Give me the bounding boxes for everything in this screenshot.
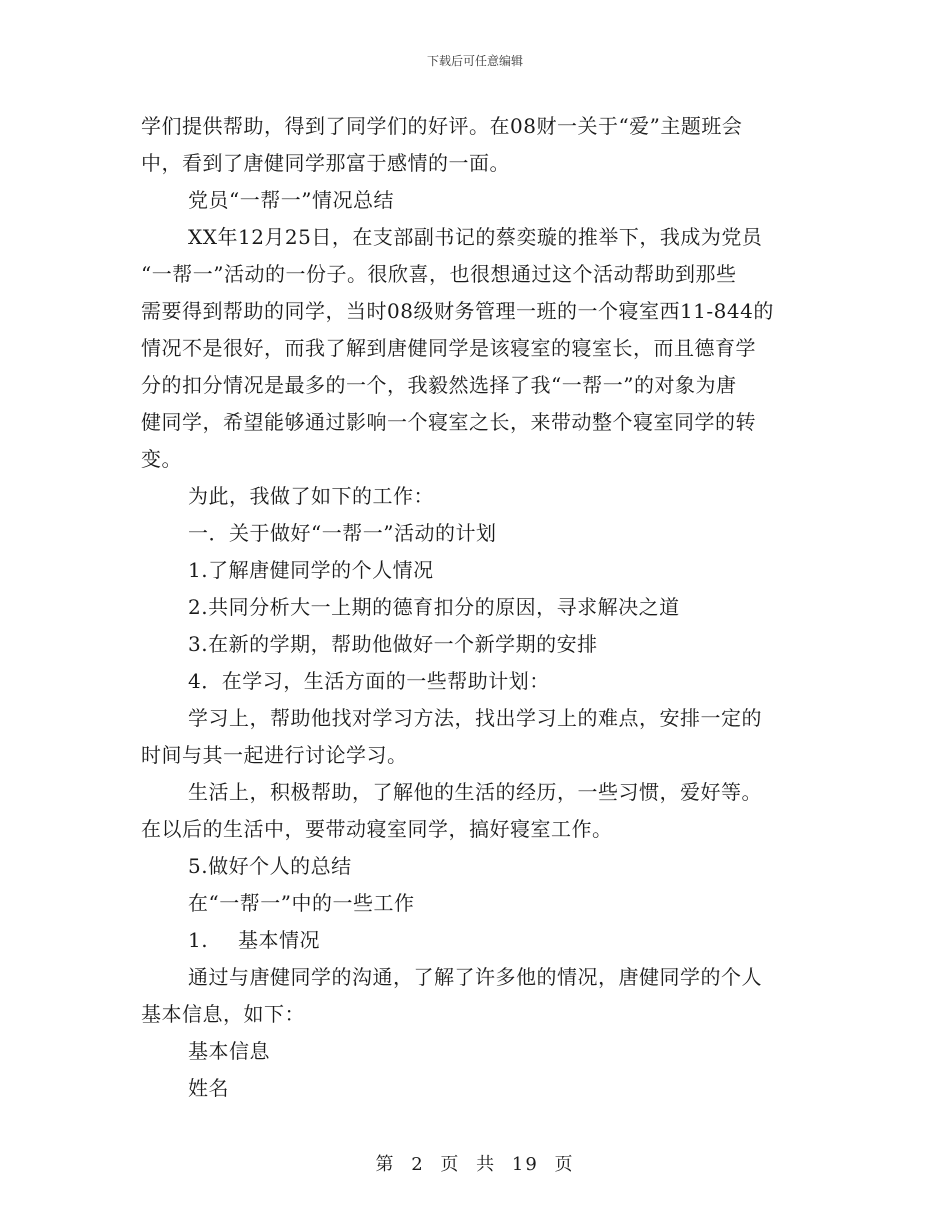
list-item: 3.在新的学期，帮助他做好一个新学期的安排 [188, 632, 598, 656]
footer-total-word: 共 [476, 1154, 497, 1175]
footer-page-number: 2 [411, 1154, 425, 1175]
footer-page-word: 页 [440, 1154, 461, 1175]
paragraph-line: 为此，我做了如下的工作： [188, 484, 434, 508]
footer-total-pages: 19 [511, 1154, 539, 1175]
paragraph-line: 基本信息，如下： [141, 1002, 305, 1026]
paragraph-line: 学习上，帮助他找对学习方法，找出学习上的难点，安排一定的 [188, 706, 762, 730]
footer-suffix: 页 [554, 1154, 575, 1175]
paragraph-line: XX年12月25日，在支部副书记的蔡奕璇的推举下，我成为党员 [188, 225, 763, 249]
table-field-label: 姓名 [188, 1076, 229, 1100]
footer-prefix: 第 [375, 1154, 396, 1175]
list-heading: 一．关于做好“一帮一”活动的计划 [188, 521, 497, 545]
page-header-note: 下载后可任意编辑 [426, 54, 523, 68]
paragraph-line: 变。 [141, 447, 182, 471]
heading-number: 1. [188, 928, 209, 952]
paragraph-line: “一帮一”活动的一份子。很欣喜，也很想通过这个活动帮助到那些 [141, 262, 737, 286]
section-heading: 党员“一帮一”情况总结 [188, 188, 394, 212]
heading-text: 基本情况 [238, 928, 320, 952]
paragraph-line: 情况不是很好，而我了解到唐健同学是该寝室的寝室长，而且德育学 [141, 336, 756, 360]
paragraph-line: 健同学，希望能够通过影响一个寝室之长，来带动整个寝室同学的转 [141, 410, 756, 434]
list-item: 5.做好个人的总结 [188, 854, 352, 878]
paragraph-line: 时间与其一起进行讨论学习。 [141, 743, 408, 767]
paragraph-line: 分的扣分情况是最多的一个，我毅然选择了我“一帮一”的对象为唐 [141, 373, 737, 397]
list-item: 1.了解唐健同学的个人情况 [188, 558, 434, 582]
paragraph-line: 需要得到帮助的同学，当时08级财务管理一班的一个寝室西11-844的 [141, 299, 774, 323]
numbered-heading [141, 922, 811, 959]
paragraph-line: 通过与唐健同学的沟通，了解了许多他的情况，唐健同学的个人 [188, 965, 762, 989]
paragraph-line: 生活上，积极帮助，了解他的生活的经历，一些习惯，爱好等。 [188, 780, 762, 804]
table-label: 基本信息 [188, 1039, 270, 1063]
page-footer [0, 1150, 950, 1176]
section-heading: 在“一帮一”中的一些工作 [188, 891, 415, 915]
paragraph-line: 在以后的生活中，要带动寝室同学，搞好寝室工作。 [141, 817, 613, 841]
list-item: 4．在学习，生活方面的一些帮助计划： [188, 669, 550, 693]
list-item: 2.共同分析大一上期的德育扣分的原因，寻求解决之道 [188, 595, 680, 619]
paragraph-line: 中，看到了唐健同学那富于感情的一面。 [141, 151, 510, 175]
paragraph-line: 学们提供帮助，得到了同学们的好评。在08财一关于“爱”主题班会 [141, 114, 743, 138]
document-body [141, 108, 811, 1107]
